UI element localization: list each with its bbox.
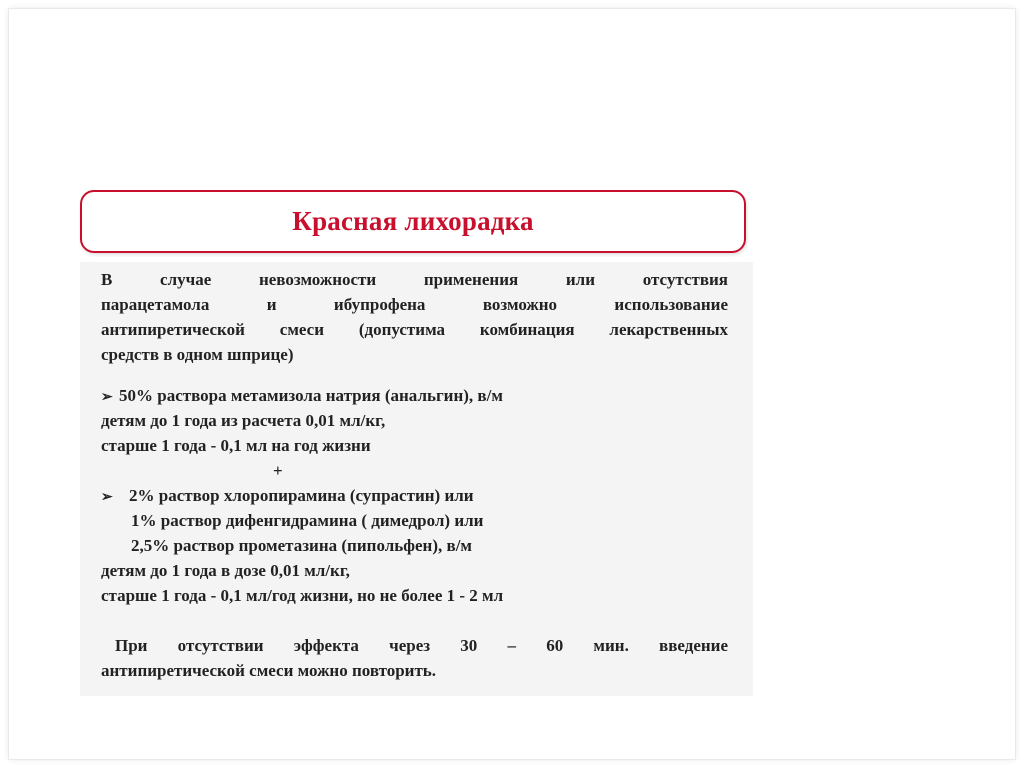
bullet1-line: старше 1 года - 0,1 мл на год жизни <box>101 436 371 455</box>
outro-line: антипиретической смеси можно повторить. <box>101 661 437 680</box>
intro-line: В случае невозможности применения или отсутствия <box>101 270 728 289</box>
bullet1-text: 50% раствора метамизола натрия (анальгин), в/м <box>119 386 503 405</box>
bullet2-line <box>101 483 728 508</box>
arrow-bullet-icon: ➢ <box>101 390 113 405</box>
outro-line: При отсутствии эффекта через 30 – 60 мин. введение <box>115 636 728 655</box>
intro-line: парацетамола и ибупрофена возможно использование <box>101 295 728 314</box>
bullet1-line <box>101 383 728 408</box>
intro-line: средств в одном шприце) <box>101 345 294 364</box>
slide-content <box>101 267 728 683</box>
arrow-bullet-icon: ➢ <box>101 490 113 505</box>
bullet2-line: 2,5% раствор прометазина (пипольфен), в/м <box>131 536 472 555</box>
bullet2-line: детям до 1 года в дозе 0,01 мл/кг, <box>101 561 350 580</box>
title-box <box>80 190 746 253</box>
bullet2-line: старше 1 года - 0,1 мл/год жизни, но не более 1 - 2 мл <box>101 586 504 605</box>
bullet2-line: 1% раствор дифенгидрамина ( димедрол) или <box>131 511 484 530</box>
intro-line: антипиретической смеси (допустима комбинация лекарственных <box>101 320 728 339</box>
bullet2-text: 2% раствор хлоропирамина (супрастин) или <box>129 486 474 505</box>
bullet1-line: детям до 1 года из расчета 0,01 мл/кг, <box>101 411 386 430</box>
plus-sign: + <box>273 461 283 480</box>
slide-title: Красная лихорадка <box>292 206 534 236</box>
